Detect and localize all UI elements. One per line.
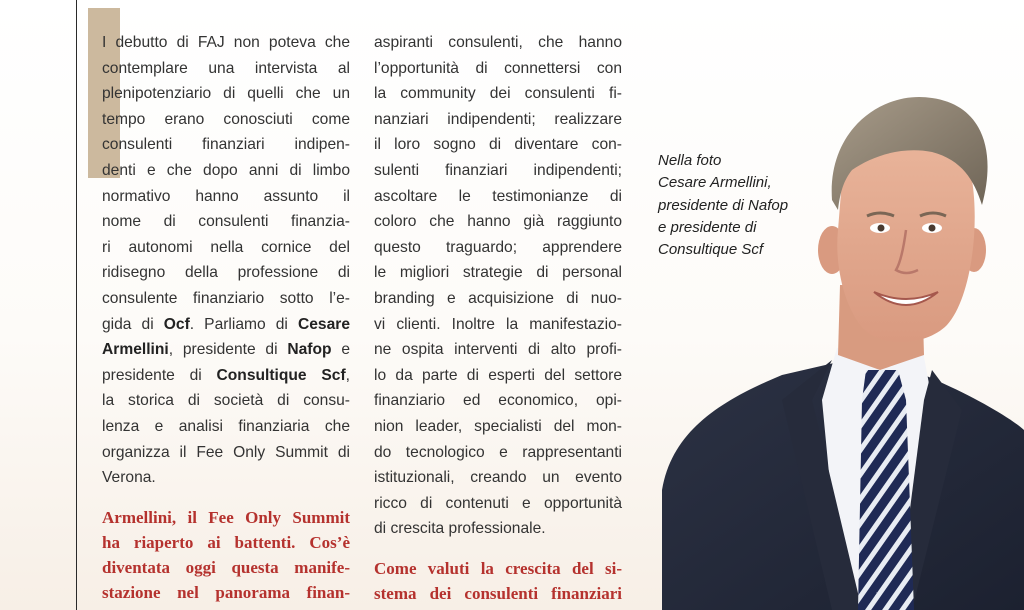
text-line: nanziari indipendenti; realizzare [374,110,622,128]
text-line [102,337,350,363]
interview-question [102,505,350,605]
text-line: il loro sogno di diventare con- [374,136,622,154]
text-run: e [331,341,350,359]
text-line: denti e che dopo anni di limbo [102,161,350,179]
question-line: diventata oggi questa manife- [102,557,350,577]
consultique-bold: Consultique Scf [216,366,346,384]
text-line: nion leader, specialisti del mon- [374,417,622,435]
text-run: , [345,366,350,384]
text-line: ne ospita interventi di alto profi- [374,341,622,359]
text-line: lenza e analisi finanziaria che [102,417,350,435]
question-line: stema dei consulenti finanziari [374,583,622,603]
text-line: tempo erano conosciuti come [102,110,350,128]
caption-line: presidente di Nafop [658,196,789,214]
text-line: istituzionali, creando un evento [374,469,622,487]
text-run: . Parliamo di [189,315,298,333]
caption-line: e presidente di [658,218,757,236]
intro-paragraph [102,30,350,491]
text-line: Verona. [102,469,156,487]
text-line: lo da parte di esperti del settore [374,366,622,384]
text-line: do tecnologico e rappresentanti [374,443,622,461]
text-line: ricco di contenuti e opportunità [374,494,622,512]
text-line: consulenti finanziari indipen- [102,136,350,154]
text-run: presidente di [102,366,217,384]
text-line: l’opportunità di connettersi con [374,59,622,77]
text-run: gida di [102,315,164,333]
text-line: organizza il Fee Only Summit di [102,443,350,461]
text-line: normativo hanno assunto il [102,187,350,205]
question-line: ha riaperto ai battenti. Cos’è [102,532,350,552]
cesare-bold: Cesare [297,315,350,333]
text-line: aspiranti consulenti, che hanno [374,34,622,51]
text-line [102,363,350,389]
text-line: coloro che hanno già raggiunto [374,213,622,231]
text-run: , presidente di [168,341,288,359]
ocf-bold: Ocf [163,315,190,333]
article-column-middle [374,30,622,606]
question-line: Come valuti la crescita del si- [374,558,622,578]
text-line: plenipotenziario di quelli che un [102,85,350,103]
text-line: questo traguardo; apprendere [374,238,622,256]
text-line: le migliori strategie di personal [374,264,622,282]
text-line: ridisegno della professione di [102,264,350,282]
text-line: finanziario ed economico, opi- [374,392,622,410]
text-line: di crescita professionale. [374,520,546,538]
caption-line: Cesare Armellini, [658,174,772,192]
text-line: sulenti finanziari indipendenti; [374,161,622,179]
text-line: la community dei consulenti fi- [374,85,622,103]
caption-line: Consultique Scf [658,241,764,259]
text-line: nome di consulenti finanzia- [102,213,350,231]
text-line: contemplare una intervista al [102,59,350,77]
left-margin-rule [76,0,77,610]
question-line: Armellini, il Fee Only Summit [102,507,350,527]
text-line: ri autonomi nella cornice del [102,238,350,256]
answer-paragraph [374,30,622,542]
photo-caption [658,150,808,261]
text-line [102,312,350,338]
text-line: consulente finanziario sotto l’e- [102,289,350,307]
interview-question [374,556,622,606]
text-line: I debutto di FAJ non poteva che [102,34,350,51]
text-line: ascoltare le testimonianze di [374,187,622,205]
text-line: vi clienti. Inoltre la manifestazio- [374,315,622,333]
text-line: branding e acquisizione di nuo- [374,289,622,307]
article-column-left [102,30,350,605]
armellini-bold: Armellini [102,341,169,359]
text-line: la storica di società di consu- [102,392,350,410]
nafop-bold: Nafop [287,341,332,359]
caption-line: Nella foto [658,152,722,169]
question-line: stazione nel panorama finan- [102,582,350,602]
